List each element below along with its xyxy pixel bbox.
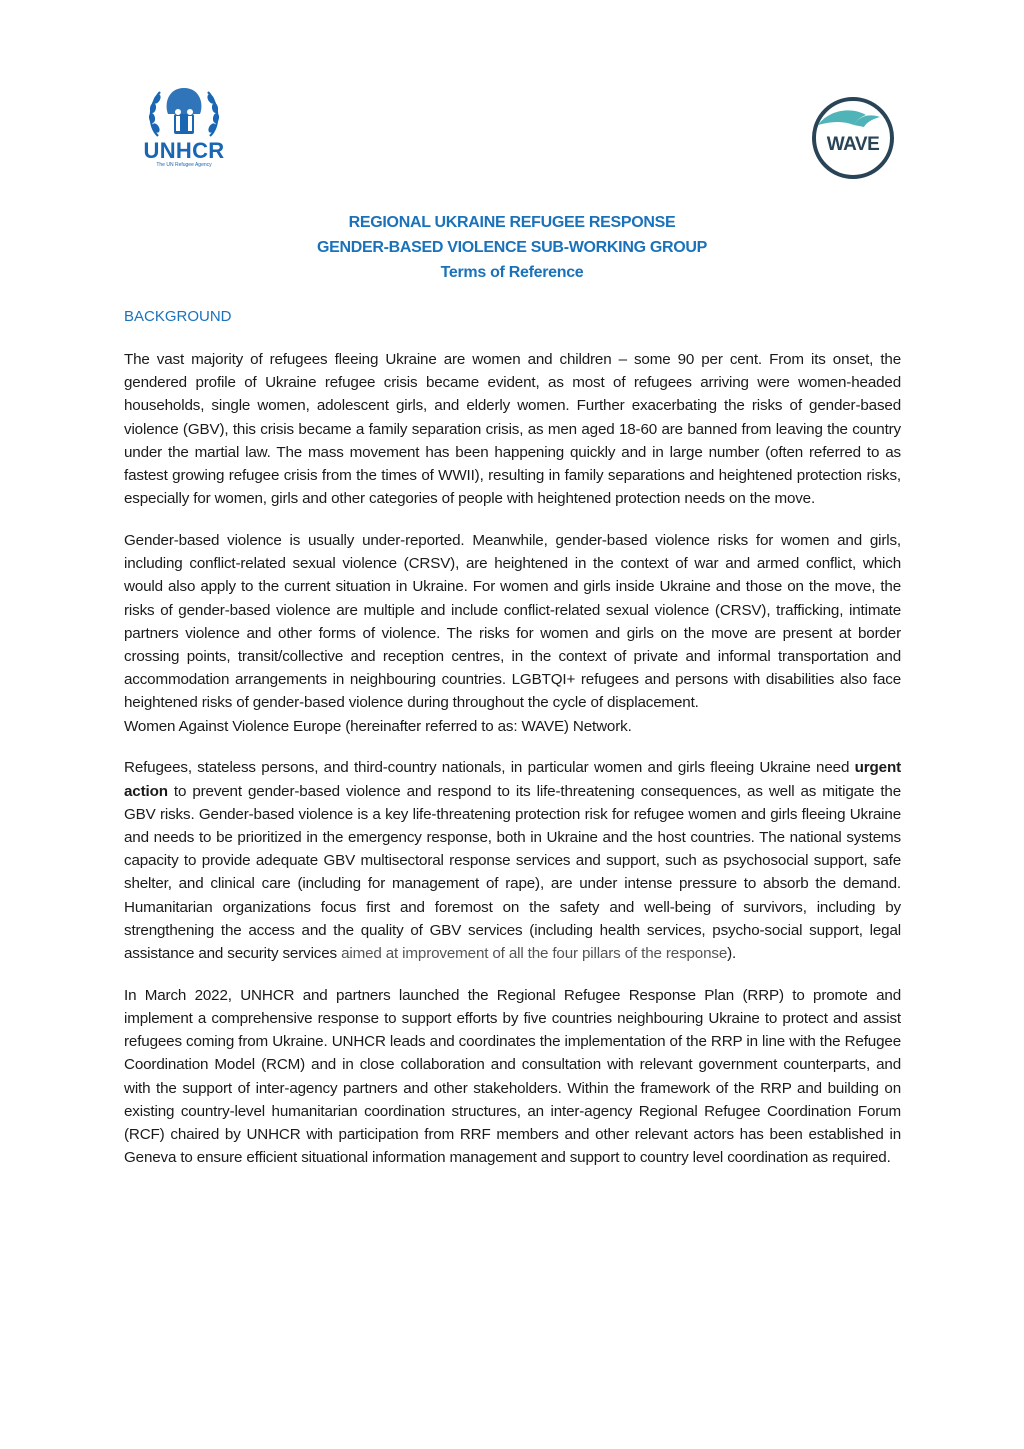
section-heading-background: BACKGROUND: [124, 308, 232, 325]
wave-wordmark: WAVE: [826, 134, 880, 155]
title-line-2: GENDER-BASED VIOLENCE SUB-WORKING GROUP: [316, 239, 708, 256]
urgent-action-emphasis: urgent action: [124, 759, 901, 800]
paragraph-2: [124, 529, 901, 738]
paragraph-2-tail: Women Against Violence Europe (hereinafter referred to as: WAVE) Network.: [124, 717, 632, 735]
paragraph-3: [124, 756, 901, 965]
body-text: [124, 348, 901, 1188]
title-line-1: REGIONAL UKRAINE REFUGEE RESPONSE: [348, 214, 676, 231]
paragraph-3-end: ).: [727, 945, 737, 963]
paragraph-2-main: Gender-based violence is usually under-reported. Meanwhile, gender-based violence risks for women and girls, including conflict-related sexual violence (CRSV), are heightened in the context of war and armed conflict, which would also apply to the current situation in Ukraine. For women and girls inside Ukraine and those on the move, the risks of gender-based violence are multiple and include conflict-related sexual violence (CRSV), trafficking, intimate partners violence and other forms of violence. The risks for women and girls on the move are present at border crossing points, transit/collective and reception centres, in the context of private and informal transportation and accommodation arrangements in neighbouring countries. LGBTQI+ refugees and persons with disabilities also face heightened risks of gender-based violence during throughout the cycle of displacement.: [124, 532, 901, 712]
paragraph-4: In March 2022, UNHCR and partners launched the Regional Refugee Response Plan (RRP) to promote and implement a comprehensive response to support efforts by five countries neighbouring Ukraine to protect and assist refugees coming from Ukraine. UNHCR leads and coordinates the implementation of the RRP in line with the Refugee Coordination Model (RCM) and in close collaboration and consultation with relevant government counterparts, and with the support of inter-agency partners and other stakeholders. Within the framework of the RRP and building on existing country-level humanitarian coordination structures, an inter-agency Regional Refugee Coordination Forum (RCF) chaired by UNHCR with participation from RRF members and other relevant actors has been established in Geneva to ensure efficient situational information management and support to country level coordination as required.: [124, 986, 901, 1167]
unhcr-subtitle: The UN Refugee Agency: [156, 162, 212, 168]
title-line-3: Terms of Reference: [440, 264, 584, 281]
paragraph-3-muted: aimed at improvement of all the four pillars of the response: [341, 945, 728, 963]
unhcr-wordmark: UNHCR: [143, 138, 225, 163]
unhcr-emblem-icon: [138, 84, 230, 144]
wave-logo: [808, 95, 898, 181]
paragraph-3-start: Refugees, stateless persons, and third-country nationals, in particular women and girls fleeing Ukraine need: [124, 759, 855, 777]
unhcr-logo: [138, 84, 230, 172]
paragraph-1: The vast majority of refugees fleeing Ukraine are women and children – some 90 per cent. From its onset, the gendered profile of Ukraine refugee crisis became evident, as most of refugees arriving were women-headed households, single women, adolescent girls, and elderly women. Further exacerbating the risks of gender-based violence (GBV), this crisis became a family separation crisis, as men aged 18-60 are banned from leaving the country under the martial law. The mass movement has been happening quickly and in large number (often referred to as fastest growing refugee crisis from the times of WWII), resulting in family separations and heightened protection risks, especially for women, girls and other categories of people with heightened protection needs on the move.: [124, 351, 901, 508]
paragraph-3-middle: to prevent gender-based violence and respond to its life-threatening consequences, as well as mitigate the GBV risks. Gender-based violence is a key life-threatening protection risk for refugee women and girls fleeing Ukraine and needs to be prioritized in the emergency response, both in Ukraine and the host countries. The national systems capacity to provide adequate GBV multisectoral response services and support, such as psychosocial support, safe shelter, and clinical care (including for management of rape), are under intense pressure to absorb the demand. Humanitarian organizations focus first and foremost on the safety and well-being of survivors, including by strengthening the access and the quality of GBV services (including health services, psycho-social support, legal assistance and security services: [124, 782, 901, 963]
document-title-block: [124, 210, 900, 285]
